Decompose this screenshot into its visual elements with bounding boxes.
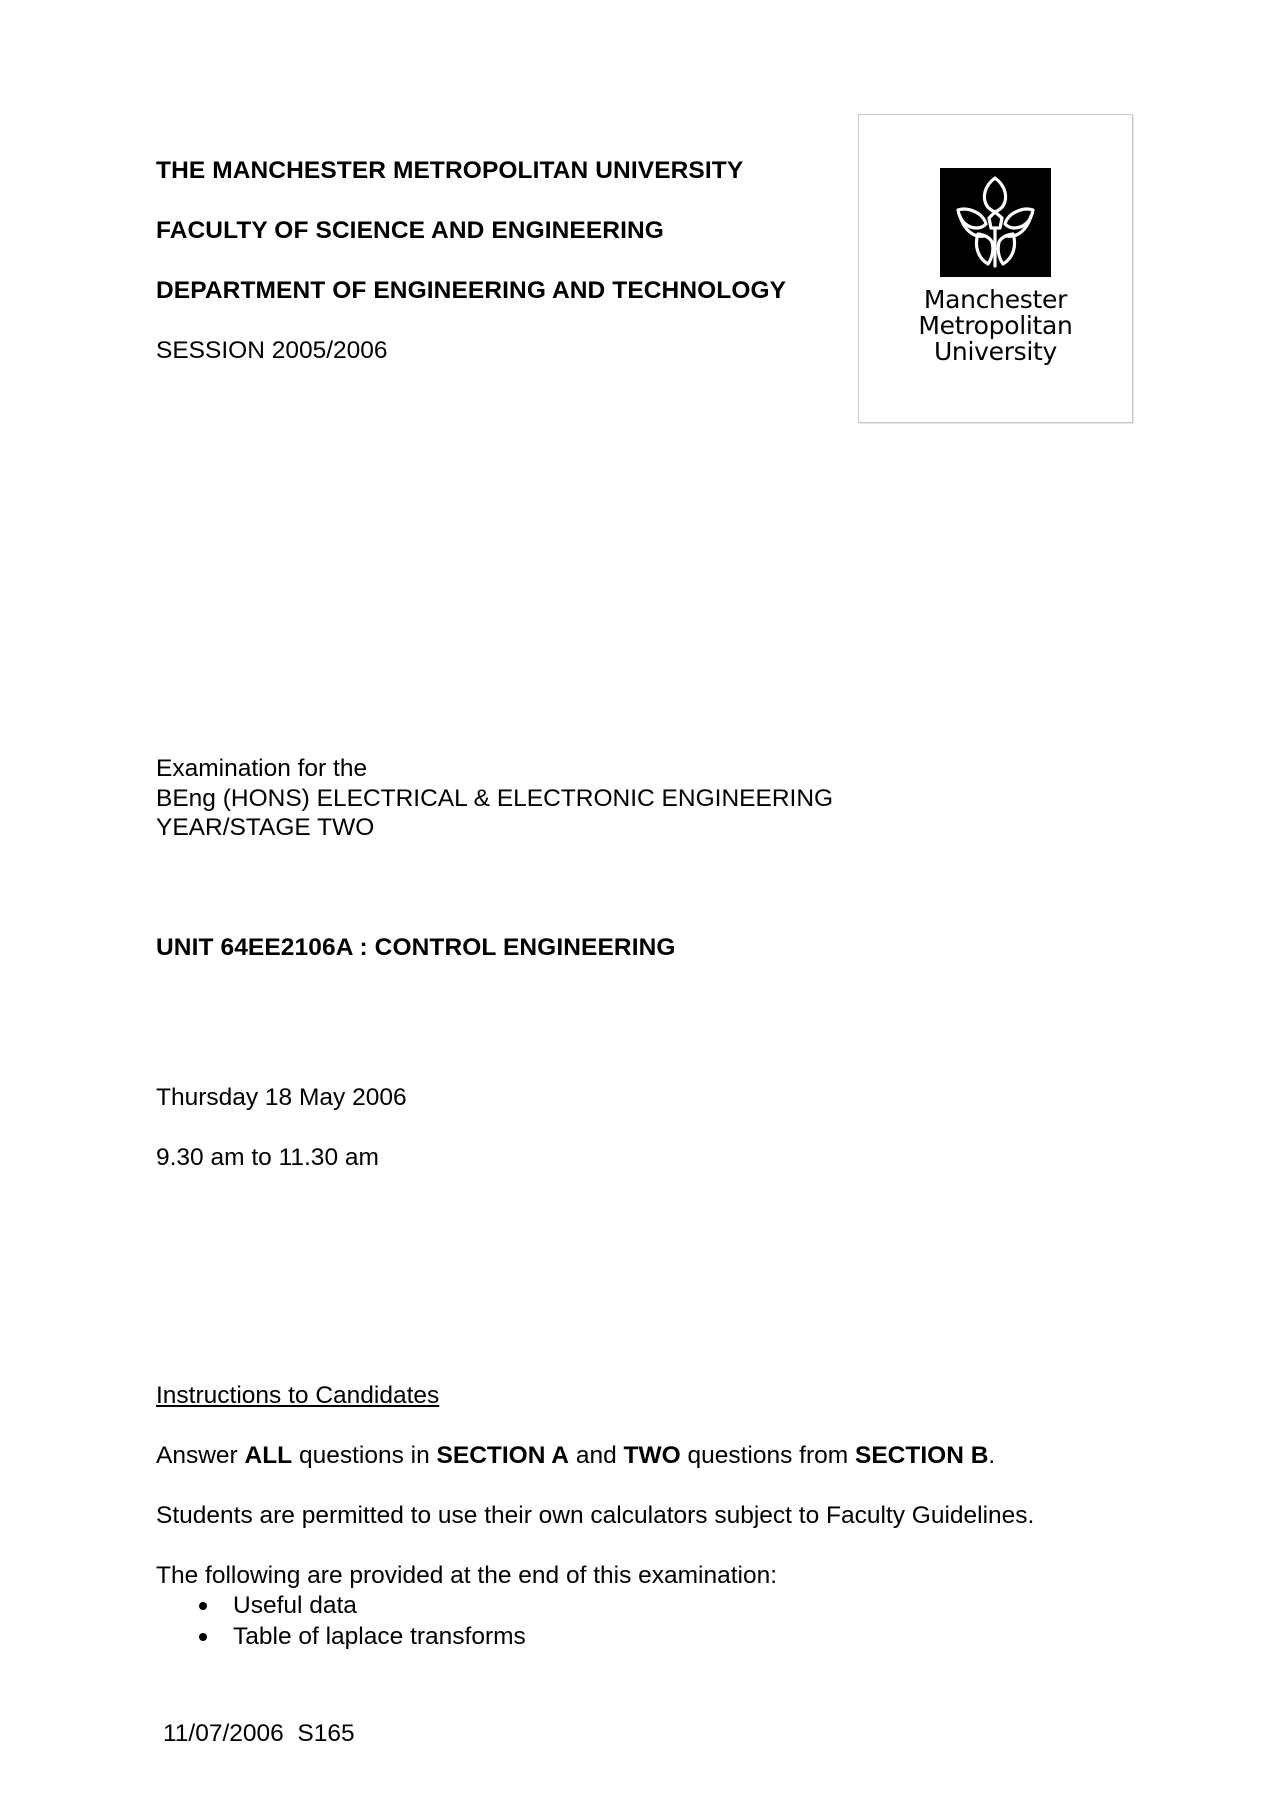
provided-items-list	[199, 1590, 526, 1652]
instructions-heading: Instructions to Candidates	[156, 1382, 440, 1409]
faculty-name: FACULTY OF SCIENCE AND ENGINEERING	[156, 217, 664, 244]
exam-stage: YEAR/STAGE TWO	[156, 814, 375, 841]
answer-instruction	[156, 1442, 995, 1470]
answer-text: questions from	[680, 1442, 855, 1469]
list-item	[199, 1621, 526, 1652]
exam-intro: Examination for the	[156, 755, 368, 782]
university-logo	[858, 114, 1133, 423]
university-name: THE MANCHESTER METROPOLITAN UNIVERSITY	[156, 157, 744, 184]
bullet-icon	[199, 1602, 207, 1610]
bullet-icon	[199, 1633, 207, 1641]
exam-time: 9.30 am to 11.30 am	[156, 1144, 379, 1171]
list-item	[199, 1590, 526, 1621]
exam-date: Thursday 18 May 2006	[156, 1084, 407, 1111]
answer-emphasis-section-b: SECTION B	[854, 1442, 989, 1469]
calculator-instruction: Students are permitted to use their own calculators subject to Faculty Guidelines.	[156, 1502, 1035, 1529]
footer-code: 11/07/2006 S165	[163, 1720, 355, 1747]
answer-emphasis-all: ALL	[244, 1442, 293, 1469]
unit-title: UNIT 64EE2106A : CONTROL ENGINEERING	[156, 934, 676, 961]
answer-text: and	[569, 1442, 624, 1469]
rose-emblem-icon	[940, 168, 1051, 277]
answer-emphasis-section-a: SECTION A	[436, 1442, 570, 1469]
list-item-label: Useful data	[233, 1592, 357, 1619]
answer-text: Answer	[156, 1442, 245, 1469]
department-name: DEPARTMENT OF ENGINEERING AND TECHNOLOGY	[156, 277, 787, 304]
session-label: SESSION 2005/2006	[156, 337, 388, 364]
exam-programme: BEng (HONS) ELECTRICAL & ELECTRONIC ENGINEERING	[156, 785, 834, 812]
list-item-label: Table of laplace transforms	[233, 1623, 526, 1650]
logo-word-manchester: Manchester	[923, 285, 1068, 314]
logo-word-university: University	[933, 337, 1058, 366]
answer-text: .	[988, 1442, 996, 1469]
provided-intro: The following are provided at the end of this examination:	[156, 1562, 778, 1589]
logo-word-metropolitan: Metropolitan	[918, 311, 1073, 340]
answer-emphasis-two: TWO	[623, 1442, 681, 1469]
answer-text: questions in	[292, 1442, 437, 1469]
